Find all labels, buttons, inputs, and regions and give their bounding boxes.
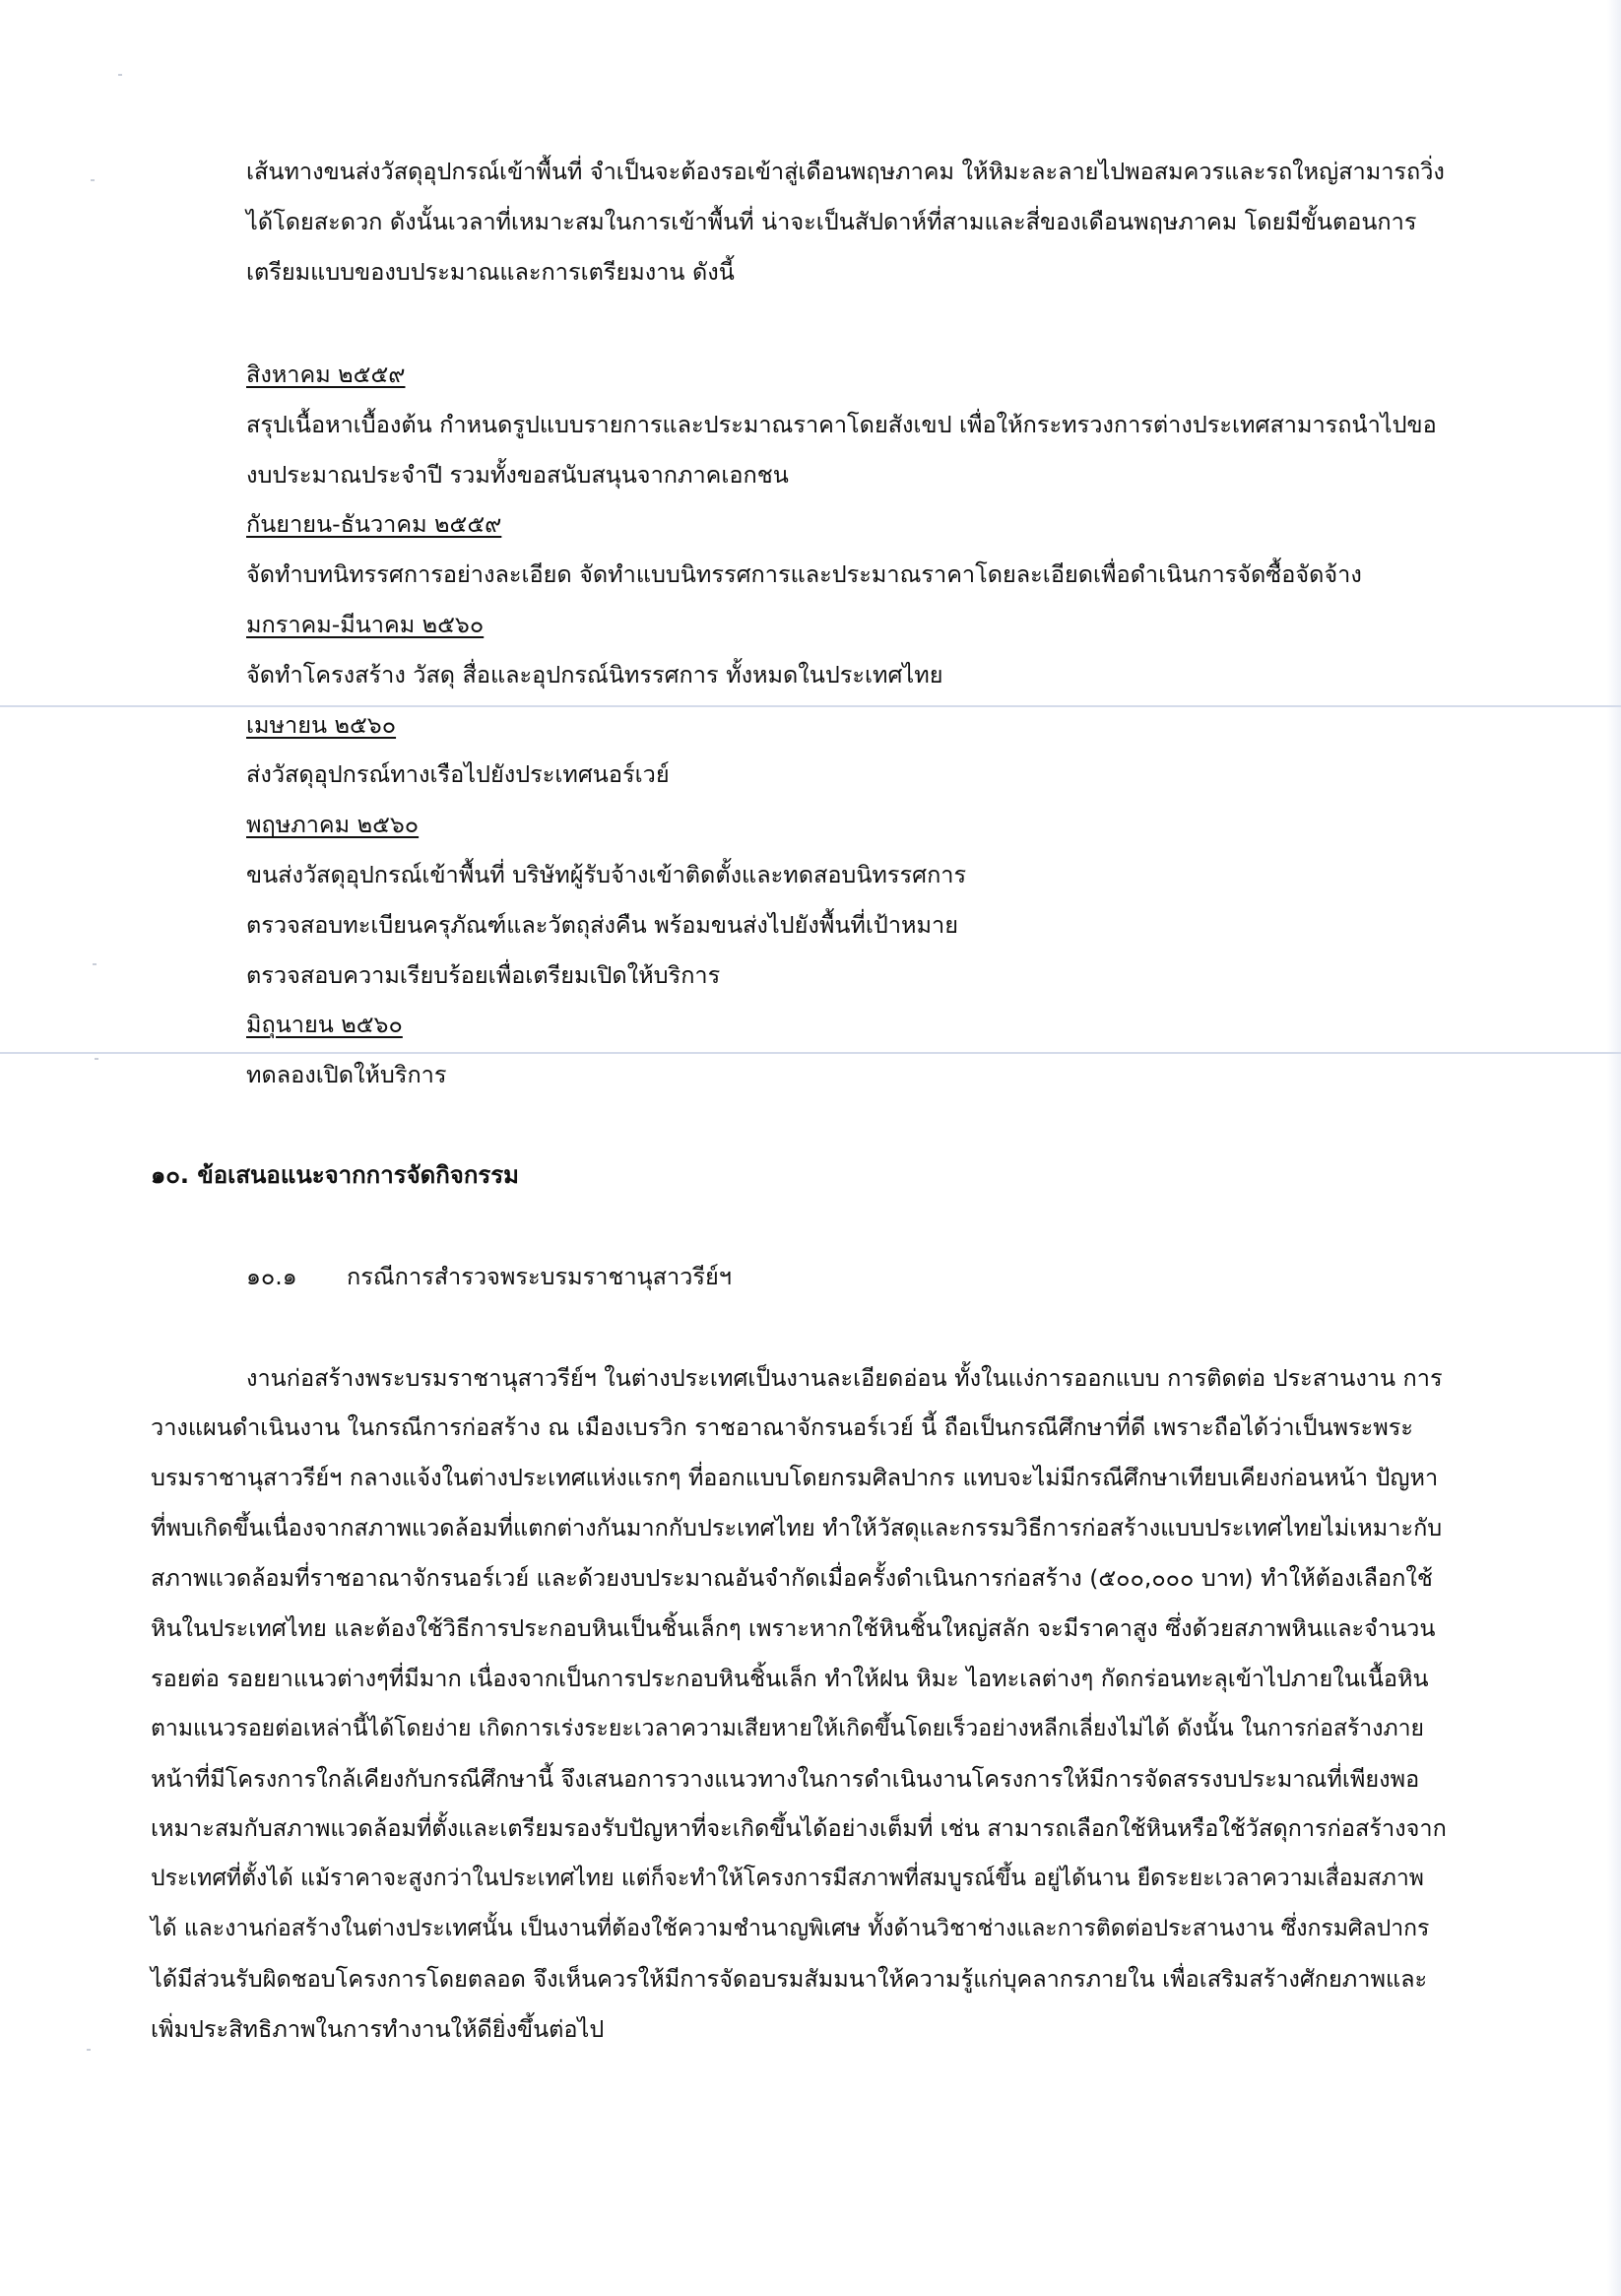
body-line: ที่พบเกิดขึ้นเนื่องจากสภาพแวดล้อมที่แตกต่างกันมากกับประเทศไทย ทำให้วัสดุและกรรมวิธีการก่อสร้างแบบประเทศไทยไม่เหมาะกับ xyxy=(151,1514,1443,1542)
body-line: ได้มีส่วนรับผิดชอบโครงการโดยตลอด จึงเห็นควรให้มีการจัดอบรมสัมมนาให้ความรู้แก่บุคลากรภายใน เพื่อเสริมสร้างศักยภาพและ xyxy=(151,1965,1428,1993)
body-line: วางแผนดำเนินงาน ในกรณีการก่อสร้าง ณ เมืองเบรวิก ราชอาณาจักรนอร์เวย์ นี้ ถือเป็นกรณีศึกษาที่ดี เพราะถือได้ว่าเป็นพระพระ xyxy=(151,1413,1414,1441)
schedule-line: ขนส่งวัสดุอุปกรณ์เข้าพื้นที่ บริษัทผู้รับจ้างเข้าติดตั้งและทดสอบนิทรรศการ xyxy=(246,861,967,888)
body-line: หินในประเทศไทย และต้องใช้วิธีการประกอบหินเป็นชิ้นเล็กๆ เพราะหากใช้หินชิ้นใหญ่สลัก จะมีราคาสูง ซึ่งด้วยสภาพหินและจำนวน xyxy=(151,1614,1436,1642)
schedule-period: กันยายน-ธันวาคม ๒๕๕๙ xyxy=(246,510,502,538)
body-line: สภาพแวดล้อมที่ราชอาณาจักรนอร์เวย์ และด้วยงบประมาณอันจำกัดเมื่อครั้งดำเนินการก่อสร้าง (๕๐๐,๐๐๐ บาท) ทำให้ต้องเลือกใช้ xyxy=(151,1564,1433,1592)
body-line: รอยต่อ รอยยาแนวต่างๆที่มีมาก เนื่องจากเป็นการประกอบหินชิ้นเล็ก ทำให้ฝน หิมะ ไอทะเลต่างๆ กัดกร่อนทะลุเข้าไปภายในเนื้อหิน xyxy=(151,1665,1429,1692)
schedule-line: ตรวจสอบทะเบียนครุภัณฑ์และวัตถุส่งคืน พร้อมขนส่งไปยังพื้นที่เป้าหมาย xyxy=(246,911,958,939)
schedule-period: สิงหาคม ๒๕๕๙ xyxy=(246,361,406,388)
schedule-line: สรุปเนื้อหาเบื้องต้น กำหนดรูปแบบรายการและประมาณราคาโดยสังเขป เพื่อให้กระทรวงการต่างประเทศสามารถนำไปขอ xyxy=(246,411,1437,438)
schedule-period: เมษายน ๒๕๖๐ xyxy=(246,711,397,739)
schedule-period: มกราคม-มีนาคม ๒๕๖๐ xyxy=(246,611,485,638)
schedule-line: ทดลองเปิดให้บริการ xyxy=(246,1061,447,1088)
body-line: บรมราชานุสาวรีย์ฯ กลางแจ้งในต่างประเทศแห่งแรกๆ ที่ออกแบบโดยกรมศิลปากร แทบจะไม่มีกรณีศึกษาเทียบเคียงก่อนหน้า ปัญหา xyxy=(151,1464,1439,1491)
schedule-line: ตรวจสอบความเรียบร้อยเพื่อเตรียมเปิดให้บริการ xyxy=(246,961,721,989)
body-line: เพิ่มประสิทธิภาพในการทำงานให้ดียิ่งขึ้นต่อไป xyxy=(151,2015,605,2043)
body-line: ได้ และงานก่อสร้างในต่างประเทศนั้น เป็นงานที่ต้องใช้ความชำนาญพิเศษ ทั้งด้านวิชาช่างและการติดต่อประสานงาน ซึ่งกรมศิลปากร xyxy=(151,1916,1430,1941)
schedule-period: มิถุนายน ๒๕๖๐ xyxy=(246,1011,403,1038)
body-line: เหมาะสมกับสภาพแวดล้อมที่ตั้งและเตรียมรองรับปัญหาที่จะเกิดขึ้นได้อย่างเต็มที่ เช่น สามารถเลือกใช้หินหรือใช้วัสดุการก่อสร้างจาก xyxy=(151,1814,1447,1842)
intro-line: ได้โดยสะดวก ดังนั้นเวลาที่เหมาะสมในการเข้าพื้นที่ น่าจะเป็นสัปดาห์ที่สามและสี่ของเดือนพฤษภาคม โดยมีขั้นตอนการ xyxy=(246,208,1417,235)
intro-line: เตรียมแบบของบประมาณและการเตรียมงาน ดังนี้ xyxy=(246,258,735,286)
body-line: งานก่อสร้างพระบรมราชานุสาวรีย์ฯ ในต่างประเทศเป็นงานละเอียดอ่อน ทั้งในแง่การออกแบบ การติดต่อ ประสานงาน การ xyxy=(246,1364,1443,1392)
body-line: ประเทศที่ตั้งได้ แม้ราคาจะสูงกว่าในประเทศไทย แต่ก็จะทำให้โครงการมีสภาพที่สมบูรณ์ขึ้น อยู่ได้นาน ยืดระยะเวลาความเสื่อมสภาพ xyxy=(151,1866,1424,1891)
intro-line: เส้นทางขนส่งวัสดุอุปกรณ์เข้าพื้นที่ จำเป็นจะต้องรอเข้าสู่เดือนพฤษภาคม ให้หิมะละลายไปพอสมควรและรถใหญ่สามารถวิ่ง xyxy=(246,158,1445,185)
schedule-line: จัดทำโครงสร้าง วัสดุ สื่อและอุปกรณ์นิทรรศการ ทั้งหมดในประเทศไทย xyxy=(246,661,943,689)
body-line: หน้าที่มีโครงการใกล้เคียงกับกรณีศึกษานี้ จึงเสนอการวางแนวทางในการดำเนินงานโครงการให้มีการจัดสรรงบประมาณที่เพียงพอ xyxy=(151,1765,1420,1793)
section-heading: ๑๐. ข้อเสนอแนะจากการจัดกิจกรรม xyxy=(151,1161,519,1189)
schedule-line: จัดทำบทนิทรรศการอย่างละเอียด จัดทำแบบนิทรรศการและประมาณราคาโดยละเอียดเพื่อดำเนินการจัดซื้อจัดจ้าง xyxy=(246,560,1362,588)
schedule-period: พฤษภาคม ๒๕๖๐ xyxy=(246,811,420,838)
subsection-title: กรณีการสำรวจพระบรมราชานุสาวรีย์ฯ xyxy=(347,1263,732,1290)
subsection-number: ๑๐.๑ xyxy=(246,1263,297,1290)
schedule-line: ส่งวัสดุอุปกรณ์ทางเรือไปยังประเทศนอร์เวย์ xyxy=(246,760,670,788)
schedule-line: งบประมาณประจำปี รวมทั้งขอสนับสนุนจากภาคเอกชน xyxy=(246,461,789,489)
body-line: ตามแนวรอยต่อเหล่านี้ได้โดยง่าย เกิดการเร่งระยะเวลาความเสียหายให้เกิดขึ้นโดยเร็วอย่างหลีกเลี่ยงไม่ได้ ดังนั้น ในการก่อสร้างภาย xyxy=(151,1716,1424,1741)
